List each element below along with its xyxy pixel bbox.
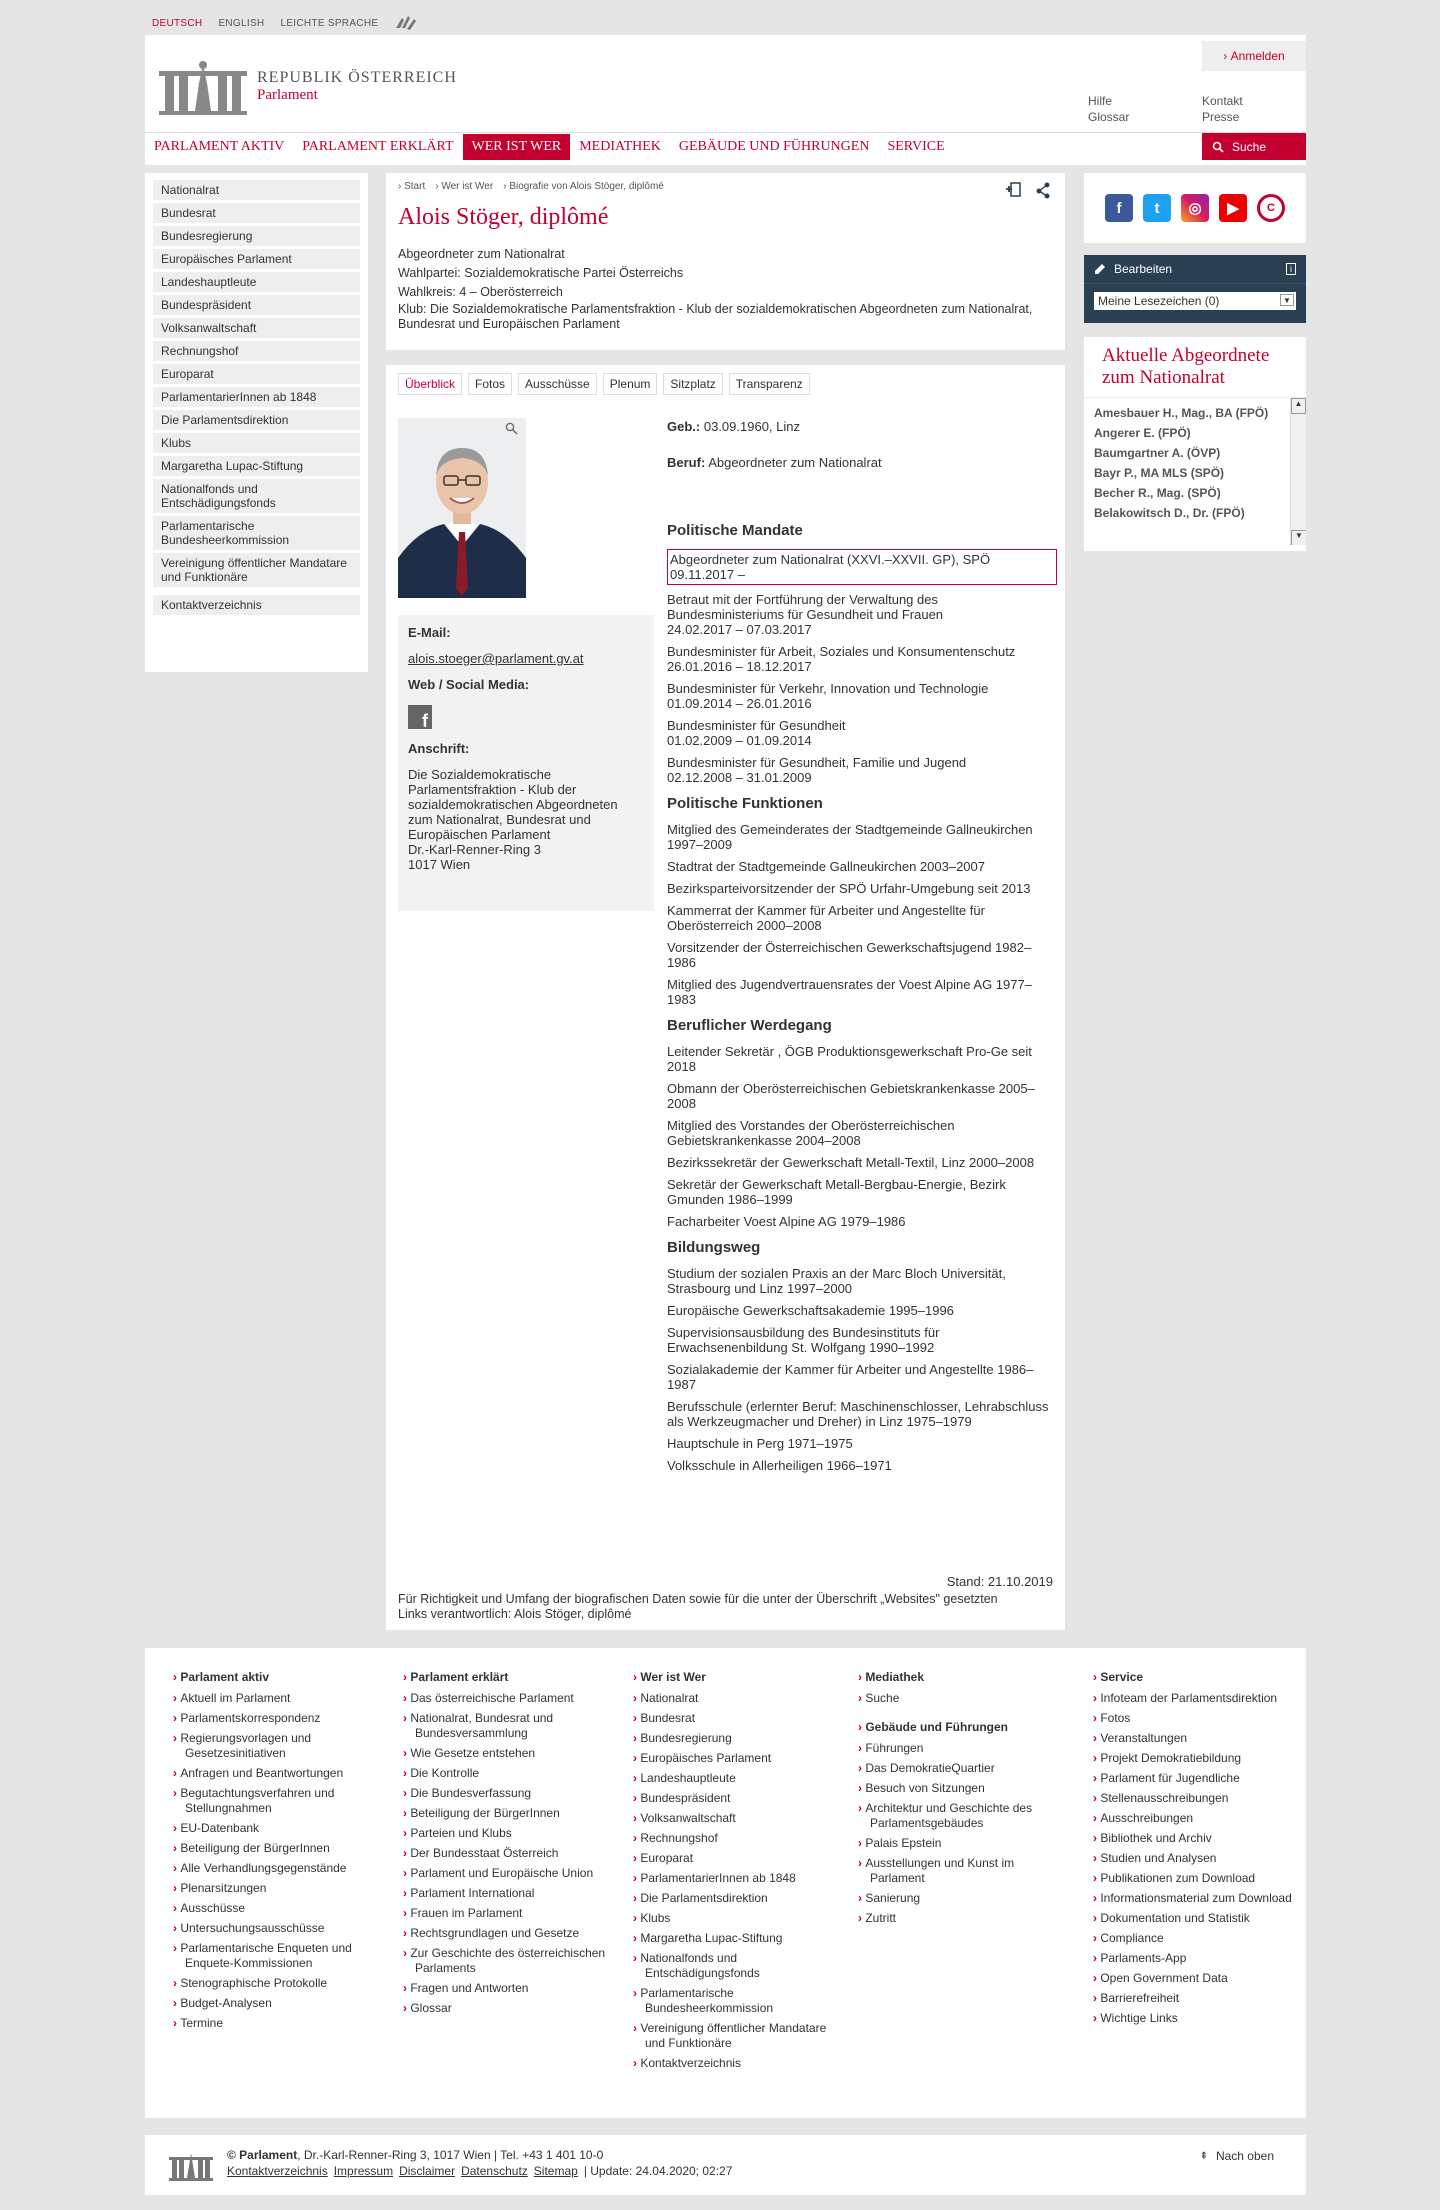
- footer-link[interactable]: › Untersuchungsausschüsse: [173, 1921, 378, 1936]
- person-party: Wahlpartei: Sozialdemokratische Partei Österreichs: [398, 266, 684, 280]
- member-link[interactable]: Amesbauer H., Mag., BA (FPÖ): [1094, 406, 1269, 420]
- footer-link[interactable]: › Kontaktverzeichnis: [633, 2056, 838, 2071]
- footer-link[interactable]: › Klubs: [633, 1911, 838, 1926]
- footer-link-kontakt[interactable]: Kontaktverzeichnis: [227, 2164, 328, 2178]
- lang-easy[interactable]: LEICHTE SPRACHE: [280, 17, 379, 29]
- leftnav-item[interactable]: Klubs: [153, 433, 360, 453]
- share-icon[interactable]: [1035, 181, 1051, 199]
- footer-info: [227, 2147, 732, 2179]
- footer-link[interactable]: › Führungen: [858, 1741, 1063, 1756]
- footer-link[interactable]: › Beteiligung der BürgerInnen: [403, 1806, 608, 1821]
- footer-link[interactable]: › Parlamentarische Bundesheerkommission: [633, 1986, 838, 2016]
- footer-link[interactable]: › Parteien und Klubs: [403, 1826, 608, 1841]
- leftnav-item[interactable]: Europarat: [153, 364, 360, 384]
- leftnav-item[interactable]: Bundesrat: [153, 203, 360, 223]
- portrait-photo[interactable]: [398, 418, 526, 598]
- current-members-title: Aktuelle Abgeordnete zum Nationalrat: [1102, 345, 1270, 388]
- bio-entry: Bundesminister für Arbeit, Soziales und Konsumentenschutz 26.01.2016 – 18.12.2017: [667, 644, 1016, 674]
- bio-entry: Bundesminister für Gesundheit, Familie und Jugend 02.12.2008 – 31.01.2009: [667, 755, 967, 785]
- footer-link[interactable]: › Landeshauptleute: [633, 1771, 838, 1786]
- site-footer: [145, 1648, 1306, 2118]
- tab-plenum[interactable]: Plenum: [603, 373, 658, 395]
- bio-body: [386, 365, 1065, 1630]
- footer-link[interactable]: › Ausstellungen und Kunst im Parlament: [858, 1856, 1063, 1886]
- footer-link-disclaimer[interactable]: Disclaimer: [399, 2164, 456, 2178]
- footer-link[interactable]: › Die Parlamentsdirektion: [633, 1891, 838, 1906]
- leftnav-item[interactable]: Rechnungshof: [153, 341, 360, 361]
- bottom-bar: [145, 2135, 1306, 2195]
- footer-link-datenschutz[interactable]: Datenschutz: [461, 2164, 528, 2178]
- bio-entry: Vorsitzender der Österreichischen Gewerkschaftsjugend 1982–1986: [667, 940, 1032, 970]
- reading-list-select[interactable]: Meine Lesezeichen (0) ▼: [1094, 292, 1296, 310]
- footer-link[interactable]: › Die Kontrolle: [403, 1766, 608, 1781]
- footer-link[interactable]: › Architektur und Geschichte des Parlamentsgebäudes: [858, 1801, 1063, 1831]
- member-link[interactable]: Becher R., Mag. (SPÖ): [1094, 486, 1221, 500]
- left-navigation: [145, 173, 368, 672]
- leftnav-item[interactable]: Parlamentarische Bundesheerkommission: [153, 516, 360, 550]
- bio-entry: Kammerrat der Kammer für Arbeiter und Angestellte für Oberösterreich 2000–2008: [667, 903, 985, 933]
- footer-heading[interactable]: › Parlament aktiv: [173, 1670, 378, 1685]
- bio-entry: Bundesminister für Gesundheit 01.02.2009 – 01.09.2014: [667, 718, 846, 748]
- footer-link[interactable]: › Parlament und Europäische Union: [403, 1866, 608, 1881]
- bio-entry: Abgeordneter zum Nationalrat (XXVI.–XXVII. GP), SPÖ 09.11.2017 –: [667, 549, 1057, 585]
- bio-entry: Sekretär der Gewerkschaft Metall-Bergbau-Energie, Bezirk Gmunden 1986–1999: [667, 1177, 1006, 1207]
- breadcrumb: [398, 181, 1053, 192]
- bio-header: [386, 173, 1065, 350]
- arrow-up-icon: ⇞: [1199, 2150, 1208, 2162]
- bio-section-title: Politische Mandate: [667, 522, 803, 539]
- footer-link[interactable]: › ParlamentarierInnen ab 1848: [633, 1871, 838, 1886]
- footer-column: [633, 1670, 838, 2076]
- footer-heading[interactable]: › Wer ist Wer: [633, 1670, 838, 1685]
- facebook-link[interactable]: [408, 705, 432, 729]
- footer-link[interactable]: › Parlament für Jugendliche: [1093, 1771, 1298, 1786]
- leftnav-item[interactable]: Nationalfonds und Entschädigungsfonds: [153, 479, 360, 513]
- footer-link[interactable]: › Sanierung: [858, 1891, 1063, 1906]
- footer-link[interactable]: › Zutritt: [858, 1911, 1063, 1926]
- footer-heading[interactable]: › Parlament erklärt: [403, 1670, 608, 1685]
- leftnav-item[interactable]: Die Parlamentsdirektion: [153, 410, 360, 430]
- footer-link[interactable]: › Plenarsitzungen: [173, 1881, 378, 1896]
- leftnav-item[interactable]: Vereinigung öffentlicher Mandatare und Funktionäre: [153, 553, 360, 587]
- footer-link[interactable]: › Dokumentation und Statistik: [1093, 1911, 1298, 1926]
- bookmark-add-icon[interactable]: [1005, 181, 1023, 199]
- footer-link[interactable]: › Budget-Analysen: [173, 1996, 378, 2011]
- youtube-icon[interactable]: ▶: [1219, 194, 1247, 222]
- contact-link[interactable]: Kontakt: [1202, 94, 1243, 108]
- nav-gebaeude[interactable]: GEBÄUDE UND FÜHRUNGEN: [678, 138, 870, 154]
- footer-link[interactable]: › Anfragen und Beantwortungen: [173, 1766, 378, 1781]
- footer-link[interactable]: › Termine: [173, 2016, 378, 2031]
- footer-link[interactable]: › Palais Epstein: [858, 1836, 1063, 1851]
- member-link[interactable]: Belakowitsch D., Dr. (FPÖ): [1094, 506, 1245, 520]
- page-title: Alois Stöger, diplômé: [398, 204, 609, 230]
- bio-section-title: Bildungsweg: [667, 1239, 761, 1256]
- footer-link[interactable]: › Europäisches Parlament: [633, 1751, 838, 1766]
- bio-entry: Mitglied des Jugendvertrauensrates der Voest Alpine AG 1977–1983: [667, 977, 1032, 1007]
- parliament-app-icon[interactable]: C: [1257, 194, 1285, 222]
- nav-parlament-aktiv[interactable]: PARLAMENT AKTIV: [154, 138, 285, 154]
- footer-link[interactable]: › Parlament International: [403, 1886, 608, 1901]
- footer-link[interactable]: › Regierungsvorlagen und Gesetzesinitiativen: [173, 1731, 378, 1761]
- social-links: [1084, 173, 1306, 243]
- footer-address: , Dr.-Karl-Renner-Ring 3, 1017 Wien | Tel. +43 1 401 10-0: [297, 2148, 604, 2162]
- member-link[interactable]: Baumgartner A. (ÖVP): [1094, 446, 1221, 460]
- parliament-logo[interactable]: [159, 57, 457, 115]
- footer-link[interactable]: › Das österreichische Parlament: [403, 1691, 608, 1706]
- occupation-info: Beruf: Abgeordneter zum Nationalrat: [667, 455, 882, 470]
- chevron-down-icon: ▼: [1280, 294, 1294, 306]
- breadcrumb-wer-ist-wer[interactable]: › Wer ist Wer: [435, 181, 493, 192]
- footer-link[interactable]: › Veranstaltungen: [1093, 1731, 1298, 1746]
- portrait-image: [398, 418, 526, 598]
- footer-link[interactable]: › Ausschreibungen: [1093, 1811, 1298, 1826]
- bio-entry: Stadtrat der Stadtgemeinde Gallneukirchen 2003–2007: [667, 859, 985, 874]
- footer-link[interactable]: › Beteiligung der BürgerInnen: [173, 1841, 378, 1856]
- footer-link[interactable]: › Infoteam der Parlamentsdirektion: [1093, 1691, 1298, 1706]
- nav-wer-ist-wer[interactable]: WER IST WER: [463, 134, 571, 160]
- tab-sitzplatz[interactable]: Sitzplatz: [663, 373, 722, 395]
- language-bar: [152, 14, 418, 32]
- footer-link[interactable]: › EU-Datenbank: [173, 1821, 378, 1836]
- help-link[interactable]: Hilfe: [1088, 94, 1113, 108]
- footer-link[interactable]: › Europarat: [633, 1851, 838, 1866]
- footer-link[interactable]: › Bibliothek und Archiv: [1093, 1831, 1298, 1846]
- footer-link[interactable]: › Nationalfonds und Entschädigungsfonds: [633, 1951, 838, 1981]
- footer-link[interactable]: › Fotos: [1093, 1711, 1298, 1726]
- contact-box: [398, 615, 654, 911]
- members-scrollbar[interactable]: ▲ ▼: [1290, 398, 1306, 545]
- edit-icon: [1094, 263, 1106, 275]
- parliament-building-icon: [159, 57, 247, 115]
- bio-disclaimer: Für Richtigkeit und Umfang der biografischen Daten sowie für die unter der Überschrift „Websites" gesetzten Links verantwortlich: Alois Stöger, diplômé: [398, 1592, 998, 1621]
- tab-transparenz[interactable]: Transparenz: [729, 373, 810, 395]
- footer-column: [858, 1670, 1063, 1931]
- footer-link[interactable]: › Fragen und Antworten: [403, 1981, 608, 1996]
- bio-entry: Bundesminister für Verkehr, Innovation und Technologie 01.09.2014 – 26.01.2016: [667, 681, 989, 711]
- footer-link-sitemap[interactable]: Sitemap: [533, 2164, 578, 2178]
- logo-title: REPUBLIK ÖSTERREICH: [257, 68, 457, 86]
- edit-label[interactable]: Bearbeiten: [1114, 262, 1173, 276]
- footer-link[interactable]: › Alle Verhandlungsgegenstände: [173, 1861, 378, 1876]
- footer-heading[interactable]: › Mediathek: [858, 1670, 1063, 1685]
- leftnav-item[interactable]: ParlamentarierInnen ab 1848: [153, 387, 360, 407]
- footer-link[interactable]: › Parlamentskorrespondenz: [173, 1711, 378, 1726]
- person-club: Klub: Die Sozialdemokratische Parlamentsfraktion - Klub der sozialdemokratischen Abgeordneten zum Nationalrat, Bundesrat und Europäischen Parlament: [398, 302, 1033, 331]
- leftnav-item[interactable]: Margaretha Lupac-Stiftung: [153, 456, 360, 476]
- stand-date: Stand: 21.10.2019: [946, 1574, 1053, 1589]
- person-role: Abgeordneter zum Nationalrat: [398, 247, 565, 261]
- facebook-icon[interactable]: f: [1105, 194, 1133, 222]
- footer-link[interactable]: › Projekt Demokratiebildung: [1093, 1751, 1298, 1766]
- tab-fotos[interactable]: Fotos: [468, 373, 512, 395]
- search-button[interactable]: Suche: [1202, 133, 1306, 160]
- footer-link[interactable]: › Begutachtungsverfahren und Stellungnahmen: [173, 1786, 378, 1816]
- parliament-footer-logo[interactable]: [169, 2151, 213, 2181]
- bio-entry: Supervisionsausbildung des Bundesinstituts für Erwachsenenbildung St. Wolfgang 1990–1992: [667, 1325, 940, 1355]
- footer-link[interactable]: › Nationalrat: [633, 1691, 838, 1706]
- footer-link[interactable]: › Das DemokratieQuartier: [858, 1761, 1063, 1776]
- members-list: [1084, 397, 1306, 545]
- footer-link[interactable]: › Aktuell im Parlament: [173, 1691, 378, 1706]
- leftnav-item[interactable]: Bundesregierung: [153, 226, 360, 246]
- bio-entry: Mitglied des Gemeinderates der Stadtgemeinde Gallneukirchen 1997–2009: [667, 822, 1033, 852]
- person-district: Wahlkreis: 4 – Oberösterreich: [398, 285, 563, 299]
- copyright: © Parlament: [227, 2148, 298, 2162]
- footer-link[interactable]: › Open Government Data: [1093, 1971, 1298, 1986]
- footer-link[interactable]: › Vereinigung öffentlicher Mandatare und Funktionäre: [633, 2021, 838, 2051]
- bio-tabs: [398, 373, 810, 395]
- bookmarks-box: [1084, 255, 1306, 323]
- leftnav-item[interactable]: Volksanwaltschaft: [153, 318, 360, 338]
- bio-entry: Studium der sozialen Praxis an der Marc Bloch Universität, Strasbourg und Linz 1997–2000: [667, 1266, 1006, 1296]
- footer-column: [173, 1670, 378, 2036]
- footer-link[interactable]: › Volksanwaltschaft: [633, 1811, 838, 1826]
- footer-link[interactable]: › Glossar: [403, 2001, 608, 2016]
- address-label: Anschrift:: [408, 741, 470, 756]
- zoom-icon[interactable]: [505, 422, 518, 435]
- nav-mediathek[interactable]: MEDIATHEK: [579, 138, 661, 154]
- leftnav-item[interactable]: Landeshauptleute: [153, 272, 360, 292]
- bio-entry: Bezirkssekretär der Gewerkschaft Metall-Textil, Linz 2000–2008: [667, 1155, 1035, 1170]
- main-navigation: [145, 132, 1306, 160]
- footer-link[interactable]: › Besuch von Sitzungen: [858, 1781, 1063, 1796]
- search-icon: [1212, 141, 1224, 153]
- tab-ueberblick[interactable]: Überblick: [398, 373, 462, 395]
- footer-link[interactable]: › Informationsmaterial zum Download: [1093, 1891, 1298, 1906]
- leftnav-item[interactable]: Bundespräsident: [153, 295, 360, 315]
- footer-link[interactable]: › Zur Geschichte des österreichischen Parlaments: [403, 1946, 608, 1976]
- sign-language-icon[interactable]: [394, 14, 418, 32]
- bio-entry: Mitglied des Vorstandes der Oberösterreichischen Gebietskrankenkasse 2004–2008: [667, 1118, 955, 1148]
- breadcrumb-start[interactable]: › Start: [398, 181, 425, 192]
- leftnav-item[interactable]: Kontaktverzeichnis: [153, 595, 360, 615]
- footer-link[interactable]: › Wichtige Links: [1093, 2011, 1298, 2026]
- bio-entry: Sozialakademie der Kammer für Arbeiter und Angestellte 1986–1987: [667, 1362, 1034, 1392]
- footer-link[interactable]: › Bundesrat: [633, 1711, 838, 1726]
- footer-link[interactable]: › Rechtsgrundlagen und Gesetze: [403, 1926, 608, 1941]
- footer-link[interactable]: › Parlamentarische Enqueten und Enquete-Kommissionen: [173, 1941, 378, 1971]
- email-link[interactable]: alois.stoeger@parlament.gv.at: [408, 651, 584, 666]
- bio-entry: Facharbeiter Voest Alpine AG 1979–1986: [667, 1214, 906, 1229]
- bio-section-title: Beruflicher Werdegang: [667, 1017, 832, 1034]
- bio-section-title: Politische Funktionen: [667, 795, 823, 812]
- nav-parlament-erklaert[interactable]: PARLAMENT ERKLÄRT: [302, 138, 454, 154]
- web-label: Web / Social Media:: [408, 677, 530, 692]
- leftnav-item[interactable]: Europäisches Parlament: [153, 249, 360, 269]
- bio-entry: Obmann der Oberösterreichischen Gebietskrankenkasse 2005–2008: [667, 1081, 1035, 1111]
- footer-link[interactable]: › Der Bundesstaat Österreich: [403, 1846, 608, 1861]
- back-to-top[interactable]: ⇞ Nach oben: [1199, 2149, 1274, 2163]
- footer-link[interactable]: › Ausschüsse: [173, 1901, 378, 1916]
- footer-heading[interactable]: › Gebäude und Führungen: [858, 1720, 1063, 1735]
- lang-en[interactable]: ENGLISH: [218, 17, 265, 29]
- nav-service[interactable]: SERVICE: [887, 138, 945, 154]
- footer-link[interactable]: › Margaretha Lupac-Stiftung: [633, 1931, 838, 1946]
- glossary-link[interactable]: Glossar: [1088, 110, 1130, 124]
- bio-sections: [667, 522, 1057, 1480]
- footer-link[interactable]: › Compliance: [1093, 1931, 1298, 1946]
- press-link[interactable]: Presse: [1202, 110, 1240, 124]
- email-label: E-Mail:: [408, 625, 451, 640]
- footer-link[interactable]: › Frauen im Parlament: [403, 1906, 608, 1921]
- footer-link[interactable]: › Studien und Analysen: [1093, 1851, 1298, 1866]
- footer-link[interactable]: › Bundesregierung: [633, 1731, 838, 1746]
- bio-entry: Volksschule in Allerheiligen 1966–1971: [667, 1458, 892, 1473]
- member-link[interactable]: Angerer E. (FPÖ): [1094, 426, 1191, 440]
- footer-link[interactable]: › Publikationen zum Download: [1093, 1871, 1298, 1886]
- bio-entry: Bezirksparteivorsitzender der SPÖ Urfahr-Umgebung seit 2013: [667, 881, 1031, 896]
- login-button[interactable]: › Anmelden: [1202, 41, 1306, 71]
- footer-link[interactable]: › Stellenausschreibungen: [1093, 1791, 1298, 1806]
- twitter-icon[interactable]: t: [1143, 194, 1171, 222]
- footer-heading[interactable]: › Service: [1093, 1670, 1298, 1685]
- info-icon[interactable]: i: [1286, 263, 1296, 275]
- footer-link-impressum[interactable]: Impressum: [333, 2164, 394, 2178]
- address-text: Die Sozialdemokratische Parlamentsfraktion - Klub der sozialdemokratischen Abgeordneten zum Nationalrat, Bundesrat und Europäischen Parlament Dr.-Karl-Renner-Ring 3 1017 Wien: [408, 767, 618, 872]
- member-link[interactable]: Bayr P., MA MLS (SPÖ): [1094, 466, 1225, 480]
- footer-column: [403, 1670, 608, 2021]
- site-header: [145, 35, 1306, 165]
- instagram-icon[interactable]: ◎: [1181, 194, 1209, 222]
- breadcrumb-current: › Biografie von Alois Stöger, diplômé: [503, 181, 664, 192]
- bio-entry: Betraut mit der Fortführung der Verwaltung des Bundesministeriums für Gesundheit und Frauen 24.02.2017 – 07.03.2017: [667, 592, 944, 637]
- leftnav-item[interactable]: Nationalrat: [153, 180, 360, 200]
- lang-de[interactable]: DEUTSCH: [152, 17, 203, 29]
- page-tools: [1005, 181, 1051, 199]
- footer-update: | Update: 24.04.2020; 02:27: [583, 2164, 733, 2178]
- logo-subtitle: Parlament: [257, 86, 318, 103]
- footer-column: [1093, 1670, 1298, 2031]
- bio-entry: Berufsschule (erlernter Beruf: Maschinenschlosser, Lehrabschluss als Werkzeugmacher und Dreher) in Linz 1975–1979: [667, 1399, 1049, 1429]
- footer-link[interactable]: › Suche: [858, 1691, 1063, 1706]
- tab-ausschuesse[interactable]: Ausschüsse: [518, 373, 597, 395]
- contact-links: [1202, 93, 1243, 125]
- bio-entry: Leitender Sekretär , ÖGB Produktionsgewerkschaft Pro-Ge seit 2018: [667, 1044, 1032, 1074]
- help-links: [1088, 93, 1129, 125]
- footer-link[interactable]: › Wie Gesetze entstehen: [403, 1746, 608, 1761]
- footer-link[interactable]: › Bundespräsident: [633, 1791, 838, 1806]
- footer-link[interactable]: › Die Bundesverfassung: [403, 1786, 608, 1801]
- footer-link[interactable]: › Parlaments-App: [1093, 1951, 1298, 1966]
- footer-link[interactable]: › Rechnungshof: [633, 1831, 838, 1846]
- bio-entry: Hauptschule in Perg 1971–1975: [667, 1436, 853, 1451]
- facebook-icon: f: [422, 711, 428, 731]
- footer-link[interactable]: › Barrierefreiheit: [1093, 1991, 1298, 2006]
- footer-link[interactable]: › Stenographische Protokolle: [173, 1976, 378, 1991]
- current-members-box: [1084, 337, 1306, 551]
- footer-link[interactable]: › Nationalrat, Bundesrat und Bundesversammlung: [403, 1711, 608, 1741]
- birth-info: Geb.: 03.09.1960, Linz: [667, 419, 800, 434]
- bio-entry: Europäische Gewerkschaftsakademie 1995–1996: [667, 1303, 954, 1318]
